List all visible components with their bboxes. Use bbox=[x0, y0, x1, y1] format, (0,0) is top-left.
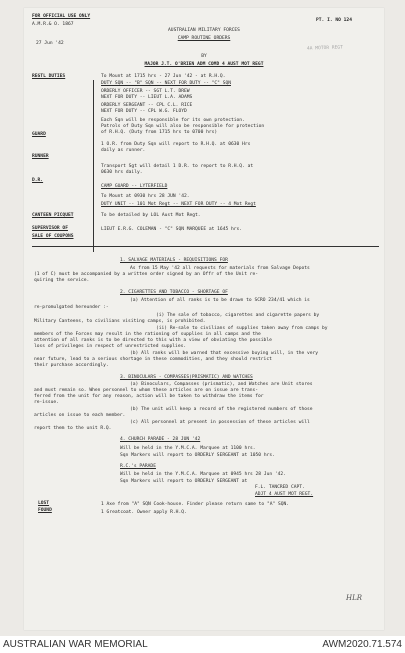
coupons-label: SALE OF COUPONS bbox=[32, 234, 74, 239]
signatory-name: F.L. TANCRED CAPT. bbox=[255, 485, 305, 490]
regtl-line: To Mount at 1715 hrs - 27 Jun '42 - at R.H.Q. bbox=[101, 74, 226, 79]
rc-parade-line: Will be held in the Y.M.C.A. Marquee at 0945 hrs 28 Jun '42. bbox=[120, 472, 286, 477]
guard-line: Each Sqn will be responsible for its own protection. bbox=[101, 118, 245, 123]
guard-line: of R.H.Q. (Duty from 1715 hrs to 0700 hrs) bbox=[101, 130, 218, 135]
salvage-heading: 1. SALVAGE MATERIALS - REQUISITIONS FOR bbox=[120, 258, 228, 263]
rc-parade-line: Sqn Markers will report to ORDERLY SERGEANT at bbox=[120, 479, 248, 484]
cigarettes-line: loss of privileges in respect of unrestricted supplies. bbox=[34, 344, 187, 349]
regtl-line: DUTY SQN -- "B" SQN -- NEXT FOR DUTY -- "C" SQN bbox=[101, 81, 231, 86]
institution-name: AUSTRALIAN WAR MEMORIAL bbox=[3, 639, 148, 650]
official-use-label: FOR OFFICIAL USE ONLY bbox=[32, 14, 91, 19]
accession-number: AWM2020.71.574 bbox=[322, 639, 402, 650]
regtl-line: NEXT FOR DUTY -- CPL W.G. FLOYD bbox=[101, 109, 187, 114]
cigarettes-line: near future, lead to a serious shortage in these commodities, and they should restrict bbox=[34, 357, 272, 362]
salvage-line: As from 15 May '42 all requests for materials from Salvage Depots bbox=[130, 266, 310, 271]
header-line-4: MAJOR J.T. O'BRIEN ADM COMD 4 AUST MOT REGT bbox=[144, 62, 264, 67]
guard-label: GUARD bbox=[32, 132, 46, 137]
section-divider bbox=[32, 246, 379, 247]
cigarettes-line: attention of all ranks is to be directed to this with a view of obviating the possible bbox=[34, 338, 272, 343]
cigarettes-line: (b) All ranks will be warned that excessive buying will, in the very bbox=[130, 351, 319, 356]
signatory-title: ADJT 4 AUST MOT REGT. bbox=[255, 492, 314, 497]
church-parade-heading: 4. CHURCH PARADE - 28 JUN '42 bbox=[120, 437, 201, 442]
cigarettes-line: (ii) Re-sale to civilians of supplies taken away from camps by bbox=[156, 326, 328, 331]
dr-line: Transport Sgt will detail 1 D.R. to report to R.H.Q. at bbox=[101, 164, 254, 169]
binoculars-line: and must remain so. When personnel to whom these articles are on issue are trans- bbox=[34, 388, 259, 393]
form-number: A.M.R.& O. 1867 bbox=[32, 22, 74, 27]
rc-parade-heading: R.C.'s PARADE bbox=[120, 464, 156, 469]
canteen-picquet-text: To be detailed by LOL Aust Mot Regt. bbox=[101, 213, 201, 218]
regtl-duties-label: REGTL DUTIES bbox=[32, 74, 66, 79]
coupons-text: LIEUT E.R.G. COLEMAN - "C" SQN MARQUEE at 1645 hrs. bbox=[101, 227, 243, 232]
runner-line: 1 O.R. from Duty Sqn will report to R.H.Q. at 0630 Hrs bbox=[101, 142, 251, 147]
binoculars-line: re-issue. bbox=[34, 400, 59, 405]
part-number: PT. I. NO 124 bbox=[316, 18, 352, 23]
binoculars-line: (c) All personnel at present in possession of these articles will bbox=[130, 420, 310, 425]
cigarettes-line: their purchase accordingly. bbox=[34, 363, 109, 368]
dr-line: 0630 hrs daily. bbox=[101, 170, 143, 175]
camp-guard-heading: CAMP GUARD -- LYTERFIELD bbox=[101, 184, 168, 189]
church-parade-line: Will be held in the Y.M.C.A. Marquee at 1100 hrs. bbox=[120, 446, 256, 451]
binoculars-line: (a) Binoculars, Compasses (prismatic), and Watches are Unit stores bbox=[130, 382, 313, 387]
salvage-line: (1 of C) must be accompanied by a written order signed by an Offr of the Unit re- bbox=[34, 272, 259, 277]
canteen-picquet-label: CANTEEN PICQUET bbox=[32, 213, 74, 218]
header-line-3: BY bbox=[201, 54, 207, 59]
dr-label: D.R. bbox=[32, 178, 44, 183]
cigarettes-line: re-promulgated hereunder :- bbox=[34, 305, 109, 310]
archive-footer bbox=[0, 636, 405, 653]
cigarettes-line: (i) The sale of tobacco, cigarettes and cigarette papers by bbox=[156, 313, 320, 318]
runner-label: RUNNER bbox=[32, 154, 49, 159]
cigarettes-line: Military Canteens, to civilians visiting camps, is prohibited. bbox=[34, 319, 206, 324]
coupons-label: SUPERVISOR OF bbox=[32, 226, 68, 231]
header-line-2: CAMP ROUTINE ORDERS bbox=[177, 36, 231, 41]
binoculars-line: ferred from the unit for any reason, action will be taken to withdraw the items for bbox=[34, 394, 264, 399]
runner-line: daily as runner. bbox=[101, 148, 146, 153]
binoculars-line: articles on issue to each member. bbox=[34, 413, 126, 418]
found-label: FOUND bbox=[38, 508, 52, 513]
cigarettes-line: (a) Attention of all ranks is to be drawn to SCRO 234/41 which is bbox=[130, 298, 310, 303]
cigarettes-line: members of the Forces may result in the rationing of supplies in all camps and the bbox=[34, 332, 261, 337]
camp-guard-line: DUTY UNIT -- 101 Mot Regt -- NEXT FOR DUTY -- 4 Mot Regt bbox=[101, 202, 256, 207]
church-parade-line: Sqn Markers will report to ORDERLY SERGEANT at 1050 hrs. bbox=[120, 453, 275, 458]
unit-stamp: 4A MOTOR REGT bbox=[306, 45, 344, 52]
lost-found-line: 1 Axe from "A" SQN Cook-house. Finder please return same to "A" SQN. bbox=[101, 502, 290, 507]
regtl-line: NEXT FOR DUTY -- LIEUT L.A. ADAMS bbox=[101, 95, 193, 100]
binoculars-heading: 3. BINOCULARS - COMPASSES(PRISMATIC) AND WATCHES bbox=[120, 375, 253, 380]
handwritten-initials: HLR bbox=[346, 594, 363, 602]
guard-line: Patrols of Duty Sqn will also be responsible for protection bbox=[101, 124, 265, 129]
lost-found-line: 1 Greatcoat. Owner apply R.H.Q. bbox=[101, 510, 187, 515]
header-line-1: AUSTRALIAN MILITARY FORCES bbox=[168, 28, 240, 33]
salvage-line: quiring the service. bbox=[34, 278, 90, 283]
regtl-line: ORDERLY SERGEANT -- CPL C.L. RICE bbox=[101, 103, 193, 108]
order-date: 27 Jun '42 bbox=[36, 41, 64, 46]
document-page bbox=[24, 8, 384, 630]
binoculars-line: (b) The unit will keep a record of the registered numbers of those bbox=[130, 407, 313, 412]
margin-rule bbox=[93, 80, 94, 252]
cigarettes-heading: 2. CIGARETTES AND TOBACCO - SHORTAGE OF bbox=[120, 290, 228, 295]
lost-label: LOST bbox=[38, 501, 50, 506]
camp-guard-line: To Mount at 0930 hrs 28 JUN '42. bbox=[101, 194, 190, 199]
regtl-line: ORDERLY OFFICER -- SGT L.T. DREW bbox=[101, 89, 190, 94]
binoculars-line: report them to the unit R.Q. bbox=[34, 426, 112, 431]
